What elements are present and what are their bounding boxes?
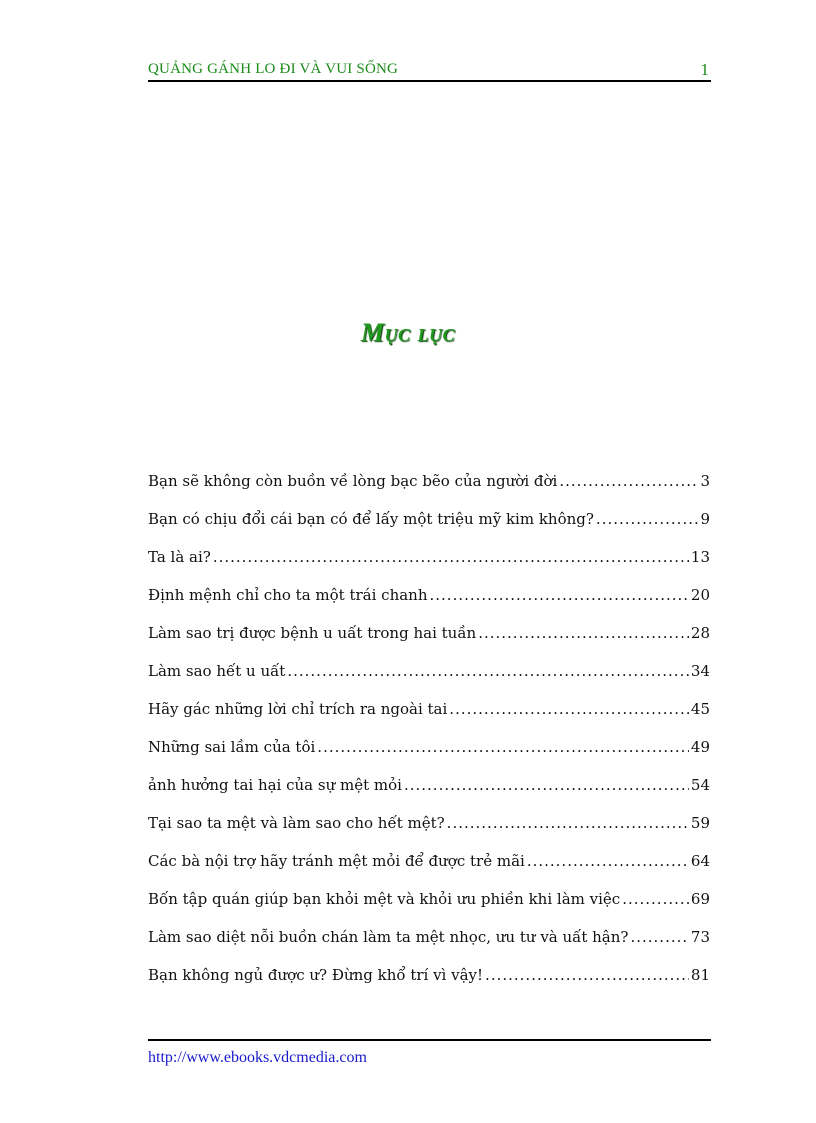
- toc-entry-page: 34: [690, 662, 710, 680]
- dot-leader: [317, 736, 689, 758]
- toc-entry[interactable]: [148, 508, 710, 546]
- website-link[interactable]: http://www.ebooks.vdcmedia.com: [148, 1049, 367, 1066]
- dot-leader: [622, 888, 689, 910]
- dot-leader: [527, 850, 689, 872]
- toc-entry[interactable]: [148, 774, 710, 812]
- dot-leader: [478, 622, 689, 644]
- dot-leader: [485, 964, 689, 986]
- toc-entry-page: 9: [700, 510, 710, 528]
- toc-entry-title: ảnh hưởng tai hại của sự mệt mỏi: [148, 776, 402, 794]
- toc-entry-page: 49: [690, 738, 710, 756]
- toc-entry-title: Bốn tập quán giúp bạn khỏi mệt và khỏi ưu phiền khi làm việc: [148, 890, 621, 908]
- toc-entry-title: Bạn không ngủ được ư? Đừng khổ trí vì vậy!: [148, 966, 484, 984]
- toc-entry[interactable]: [148, 888, 710, 926]
- toc-entry-title: Ta là ai?: [148, 548, 211, 566]
- toc-heading: Mục lục: [360, 318, 456, 347]
- page-footer: [148, 1039, 711, 1067]
- toc-entry-page: 64: [690, 852, 710, 870]
- toc-entry-page: 69: [690, 890, 710, 908]
- toc-entry[interactable]: [148, 698, 710, 736]
- toc-entry-title: Làm sao hết u uất: [148, 662, 286, 680]
- toc-entry[interactable]: [148, 850, 710, 888]
- toc-entry-page: 45: [690, 700, 710, 718]
- table-of-contents: [148, 470, 710, 1002]
- toc-entry[interactable]: [148, 964, 710, 1002]
- toc-entry-title: Những sai lầm của tôi: [148, 738, 316, 756]
- toc-entry-page: 28: [690, 624, 710, 642]
- toc-entry-title: Làm sao trị được bệnh u uất trong hai tuần: [148, 624, 477, 642]
- toc-entry-page: 13: [690, 548, 710, 566]
- toc-entry-title: Bạn có chịu đổi cái bạn có để lấy một triệu mỹ kim không?: [148, 510, 594, 528]
- toc-entry-title: Hãy gác những lời chỉ trích ra ngoài tai: [148, 700, 448, 718]
- toc-entry[interactable]: [148, 546, 710, 584]
- toc-entry-title: Tại sao ta mệt và làm sao cho hết mệt?: [148, 814, 445, 832]
- dot-leader: [213, 546, 689, 568]
- toc-entry[interactable]: [148, 812, 710, 850]
- toc-entry-title: Làm sao diệt nỗi buồn chán làm ta mệt nhọc, ưu tư và uất hận?: [148, 928, 629, 946]
- toc-entry[interactable]: [148, 926, 710, 964]
- toc-entry-page: 73: [690, 928, 710, 946]
- dot-leader: [404, 774, 689, 796]
- toc-entry[interactable]: [148, 660, 710, 698]
- dot-leader: [449, 698, 689, 720]
- toc-entry[interactable]: [148, 584, 710, 622]
- toc-entry-page: 20: [690, 586, 710, 604]
- toc-entry[interactable]: [148, 622, 710, 660]
- toc-entry[interactable]: [148, 470, 710, 508]
- dot-leader: [596, 508, 699, 530]
- page-number: 1: [700, 60, 709, 79]
- toc-entry[interactable]: [148, 736, 710, 774]
- toc-entry-page: 81: [690, 966, 710, 984]
- toc-entry-page: 3: [700, 472, 710, 490]
- page-header: [148, 60, 711, 82]
- toc-entry-page: 59: [690, 814, 710, 832]
- dot-leader: [430, 584, 689, 606]
- dot-leader: [287, 660, 689, 682]
- dot-leader: [559, 470, 698, 492]
- toc-entry-title: Định mệnh chỉ cho ta một trái chanh: [148, 586, 428, 604]
- toc-entry-title: Bạn sẽ không còn buồn về lòng bạc bẽo của người đời: [148, 472, 558, 490]
- dot-leader: [447, 812, 689, 834]
- dot-leader: [630, 926, 688, 948]
- toc-entry-title: Các bà nội trợ hãy tránh mệt mỏi để được trẻ mãi: [148, 852, 525, 870]
- running-title: QUẢNG GÁNH LO ĐI VÀ VUI SỐNG: [148, 61, 399, 77]
- toc-entry-page: 54: [690, 776, 710, 794]
